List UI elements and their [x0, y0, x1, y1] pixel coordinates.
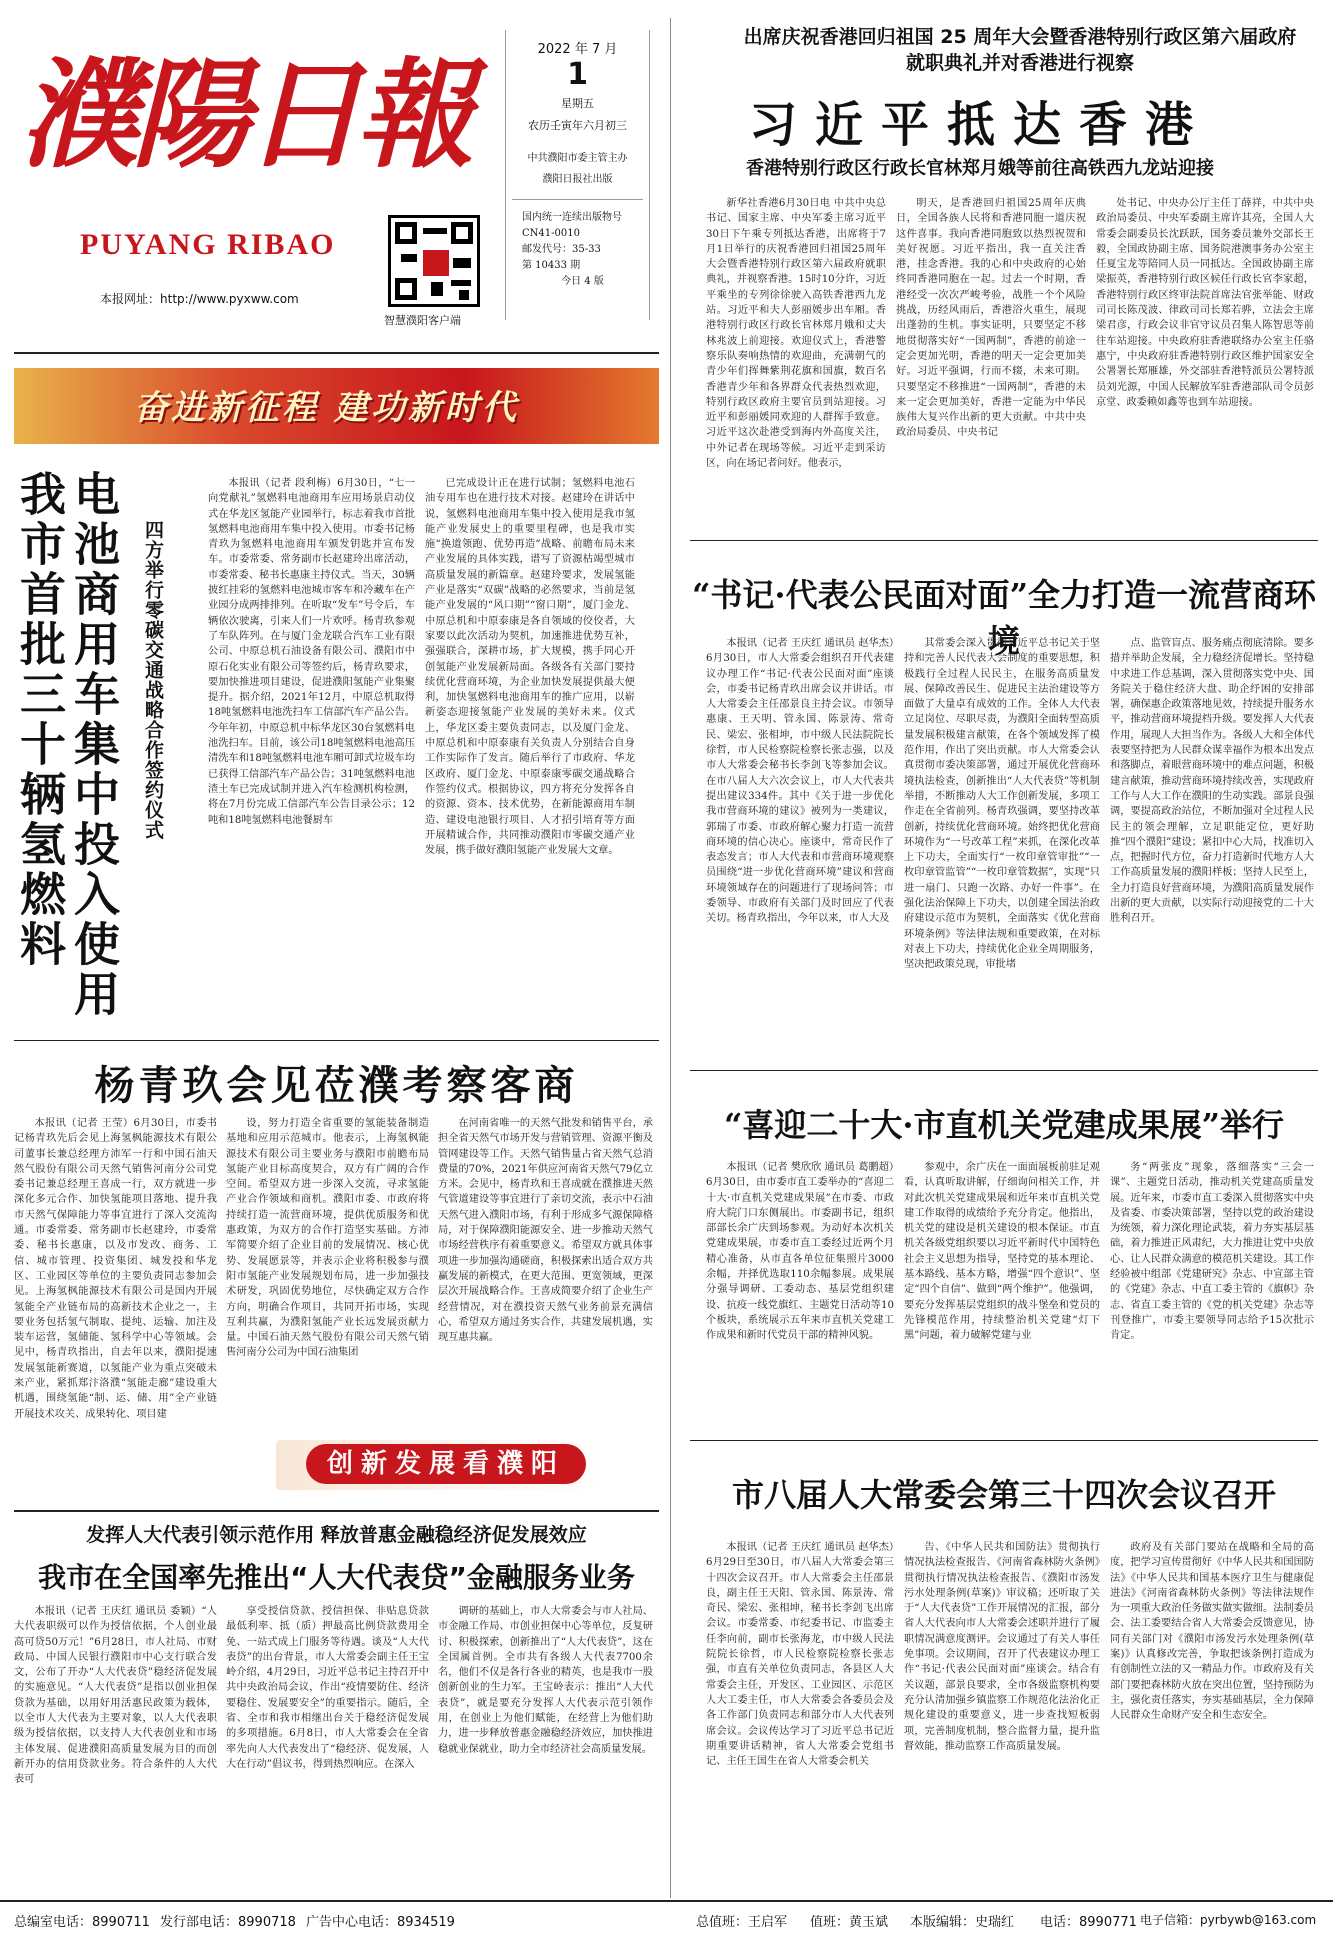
top-story-headline: 习近平抵达香港 [748, 97, 1211, 153]
issue-number: 第 10433 期 [522, 260, 581, 271]
footer [0, 1905, 1333, 1943]
npc-col1: 本报讯（记者 王庆红 通讯员 赵华杰）6月29日至30日，市八届人大常委会第三十四次会议召开。市人大常委会主任邵景良，副主任王天阳、管永国、陈景涛、常奇民、梁宏、张相坤，秘书长李剑飞出席会议。市委常委、市纪委书记、市监委主任李向前，副市长张海龙，市中级人民法院院长徐哲，市人民检察院检察长张志强，市直有关单位负责同志，各县区人大常委会主任，开发区、工业园区、示范区人大工委主任，市人大常委会各委员会及各工作部门负责同志和部分市人大代表列席会议。会议传达学习了习近平总书记近期重要讲话精神，省人大常委会党组书记、主任王国生在省人大常委会机关 [706, 1542, 894, 1768]
slogan-text: 奋进新征程 建功新时代 [134, 388, 519, 428]
qr-caption: 智慧濮阳客户端 [384, 314, 461, 327]
party-headline: “喜迎二十大·市直机关党建成果展”举行 [724, 1106, 1284, 1144]
cn-number: CN41-0010 [522, 228, 580, 239]
loan-col1: 本报讯（记者 王庆红 通讯员 委颖）“人大代表职级可以作为授信依据，个人创业最高可贷50万元！”6月28日，市人社局、市财政局、中国人民银行濮阳市中心支行联合发文，公布了开办“人大代表贷”稳经济促发展的实施意见。“人大代表贷”是指以创业担保贷款为基础，以用好用活惠民政策为载体，以全市人大代表为主要对象，以人大代表职级为授信依据，以支持人大代表创业和市场主体发展、促进濮阳高质量发展为目的而创新开办的信用贷款业务。符合条件的人大代表可 [14, 1606, 217, 1786]
business-col1: 本报讯（记者 王庆红 通讯员 赵华杰）6月30日，市人大常委会组织召开代表建议办理工作“书记·代表公民面对面”座谈会，市委书记杨青玖出席会议并讲话。市人大常委会主任邵景良主持会议。市领导惠康、王天明、管永国、陈景涛、常奇民、梁宏、张相坤，市中级人民法院院长徐哲，市人民检察院检察长张志强，以及市人大常委会秘书长李剑飞等参加会议。在市八届人大六次会议上，市人大代表共提出建议334件。其中《关于进一步优化我市营商环境的建议》被列为一类建议，郭瑞了市委、市政府解心聚力打造一流营商环境的信心决心。座谈中，常奇民作了表态发言；市人大代表和市营商环境观察员围绕“进一步优化营商环境”建议和营商环境领域存在的问题进行了现场问答；市委领导、市政府有关部门及时回应了代表关切。杨青玖指出，今年以来，市人大及 [706, 638, 894, 925]
top-story-col1: 新华社香港6月30日电 中共中央总书记、国家主席、中央军委主席习近平30日下午乘专列抵达香港，出席将于7月1日举行的庆祝香港回归祖国25周年大会暨香港特别行政区第六届政府就职典礼，并视察香港。15时10分许，习近平乘坐的专列徐徐驶入高铁香港西九龙站。习近平和夫人彭丽媛步出车厢。香港特别行政区行政长官林郑月娥和丈夫林兆波上前迎接。欢迎仪式上，香港警察乐队奏响热情的欢迎曲，充满朝气的青少年们挥舞紫荆花旗和国旗，数百名香港青少年和各界群众代表热烈欢迎，特别行政区政府主要官员到站迎接。习近平和彭丽媛同欢迎的人群挥手致意。习近平这次赴港受到海内外高度关注，中外记者在现场等候。习近平走到采访区，向在场记者问好。他表示， [706, 198, 886, 470]
newspaper-pinyin: PUYANG RIBAO [80, 228, 336, 261]
qr-code [388, 215, 480, 307]
footer-item: 值班：黄玉斌 [810, 1915, 889, 1930]
npc-headline: 市八届人大常委会第三十四次会议召开 [731, 1476, 1276, 1514]
column-divider [670, 18, 671, 1898]
sponsor: 中共濮阳市委主管主办 [527, 153, 628, 164]
day-number: 1 [567, 57, 588, 92]
publisher: 濮阳日报社出版 [542, 174, 613, 185]
loan-headline: 我市在全国率先推出“人大代表贷”金融服务业务 [38, 1561, 635, 1594]
date-box [505, 30, 650, 320]
business-col3: 点、监管盲点、服务痛点彻底清除。要多措并举助企发展，全力稳经济促增长。坚持稳中求进工作总基调，深入贯彻落实党中央、国务院关于稳住经济大盘、助企纾困的安排部署，确保惠企政策落地见效，持续提升服务水平，推动营商环境提档升级。要发挥人大代表作用，展现人大担当作为。各级人大和全体代表要坚持把为人民群众谋幸福作为根本出发点和落脚点，着眼营商环境中的难点问题，积极建言献策，推动营商环境持续改善，实现政府工作与人大工作在濮阳的生动实践。部景良强调，要提高政治站位，不断加强对全过程人民民主的领会理解，立足职能定位，更好助推“四个濮阳”建设；紧扣中心大局，找准切入点，把握时代方位，奋力打造新时代地方人大工作高质量发展的濮阳样板；坚持人民至上，全力打造良好营商环境，为濮阳高质量发展作出新的更大贡献，以实际行动迎接党的二十大胜利召开。 [1110, 638, 1314, 925]
footer-item: 电子信箱：pyrbywb@163.com [1140, 1913, 1317, 1927]
yang-col3: 在河南省唯一的天然气批发和销售平台，承担全省天然气市场开发与营销管理、资源平衡及管网建设等工作。天然气销售量占省天然气总消费量的70%，2021年供应河南省天然气79亿立方米。会见中，杨青玖和王喜成就在濮推进天然气管道建设等事宜进行了亲切交流，表示中石油天然气进入濮阳市场，有利于形成多气源保障格局，对于保障濮阳能源安全、进一步推动天然气市场经营秩序有着重要意义。希望双方就具体事项进一步加强沟通磋商，积极探索出适合双方共赢发展的新模式，在更大范围、更宽领域，更深层次开展战略合作。王喜成简要介绍了企业生产经营情况，对在濮投资天然气业务前景充满信心，希望双方通过务实合作，共建发展机遇，实现互惠共赢。 [438, 1118, 653, 1344]
website-label: 本报网址： [100, 292, 161, 306]
business-headline: “书记·代表公民面对面”全力打造一流营商环境 [692, 576, 1316, 660]
battery-col2: 已完成设计正在进行试制；氢燃料电池石油专用车也在进行技术对接。赵建玲在讲话中说，氢燃料电池商用车集中投入使用是我市氢能产业发展史上的重要里程碑，也是我市实施“换道领跑、优势再造”战略、前瞻布局未来产业发展的具体实践，谱写了资源枯竭型城市高质量发展的新篇章。赵建玲要求，发展氢能产业是落实“双碳”战略的必然要求，当前是氢能产业发展的“风口期”“窗口期”，厦门金龙、中原总机和中原泰康是各自领域的佼佼者，大家要以此次活动为契机，加速推进优势互补，强强联合，深耕市场，扩大规模，携手同心开创氢能产业发展新局面。各级各有关部门要持续优化营商环境，为企业加快发展提供最大便利，加快氢燃料电池商用车的推广应用，以崭新姿态迎接氢能产业发展的美好未来。仪式上，华龙区委主要负责同志，以及厦门金龙、中原总机和中原泰康有关负责人分别结合自身工作实际作了发言。随后举行了市政府、华龙区政府、厦门金龙、中原泰康零碳交通战略合作签约仪式。根据协议，四方将充分发挥各自的资源、资本、技术优势，在新能源商用车制造、建设电池银行项目、人才招引培育等方面开展精诚合作，共同推动濮阳市零碳交通产业发展，携手做好濮阳氢能产业发展大文章。 [425, 478, 635, 857]
loan-col2: 享受授信贷款、授信担保、非贴息贷款最低利率、抵（质）押最高比例贷款费用全免、一站式成上门服务等待遇。谈及“人大代表贷”的出台背景，市人大常委会副主任王宝岭介绍，4月29日，习近平总书记主持召开中共中央政治局会议，作出“疫情要防住、经济要稳住、发展要安全”的重要指示。随后，全省、全市和我市相继出台关于稳经济促发展的多项措施。6月8日，市人大常委会在全省率先向人大代表发出了“稳经济、促发展，人大在行动”倡议书，得到热烈响应。在深入 [226, 1606, 429, 1770]
innovation-banner [276, 1440, 606, 1490]
footer-item: 发行部电话：8990718 [160, 1915, 296, 1930]
footer-item: 广告中心电话：8934519 [306, 1915, 455, 1930]
year-month: 2022 年 7 月 [537, 42, 618, 57]
divider [14, 1040, 659, 1041]
loan-kicker: 发挥人大代表引领示范作用 释放普惠金融稳经济促发展效应 [86, 1524, 587, 1546]
battery-subhead: 四方举行零碳交通战略合作签约仪式 [142, 520, 164, 840]
slogan-banner [14, 368, 659, 444]
top-story-col2: 明天，是香港回归祖国25周年庆典日，全国各族人民将和香港同胞一道庆祝这件喜事。我向香港同胞致以热烈祝贺和美好祝愿。习近平指出，我一直关注香港，挂念香港。我的心和中央政府的心始终同香港同胞在一起。过去一个时期，香港经受一次次严峻考验，战胜一个个风险挑战，历经风雨后，香港浴火重生，展现出蓬勃的生机。事实证明，只要坚定不移地贯彻落实好“一国两制”，香港的前途一定会更加光明，香港的明天一定会更加美好。习近平强调，行而不辍，未来可期。只要坚定不移推进“一国两制”，香港的未来一定会更加美好，香港一定能为中华民族伟大复兴作出新的更大贡献。中共中央政治局委员、中央书记 [896, 198, 1086, 439]
npc-col3: 政府及有关部门要站在战略和全局的高度，把学习宣传贯彻好《中华人民共和国国防法》《中华人民共和国基本医疗卫生与健康促进法》《河南省森林防火条例》等法律法规作为一项重大政治任务做实做实做细。法制委员会、法工委要结合省人大常委会反馈意见，协同有关部门对《濮阳市汤发污水处理条例(草案)》认真修改完善，争取把该条例打造成为有创制性立法的又一精品力作。市政府及有关部门要把森林防火放在突出位置，坚持预防为主，强化责任落实，夯实基础基层，全力保障人民群众生命财产安全和生态安全。 [1110, 1542, 1314, 1722]
page-count: 今日 4 版 [561, 276, 604, 287]
weekday: 星期五 [561, 97, 594, 110]
party-col3: 务“两张皮”现象，落细落实“三会一课”、主题党日活动，推动机关党建高质量发展。近年来，市委市直工委深入贯彻落实中央及省委、市委决策部署，坚持以党的政治建设为统领，着力深化理论武装，着力夯实基层基础，着力推进正风肃纪，大力推进让党中央放心、让人民群众满意的模范机关建设。其工作经验被中组部《党建研究》杂志、中宣部主管的《党建》杂志、中直工委主管的《旗帜》杂志、省直工委主管的《党的机关党建》杂志等刊登推广，市委主要领导同志给予15次批示肯定。 [1110, 1162, 1314, 1342]
footer-item: 总值班：王启军 [696, 1915, 788, 1930]
divider [14, 352, 659, 354]
npc-col2: 告、《中华人民共和国防法》贯彻执行情况执法检查报告、《河南省森林防火条例》贯彻执行情况执法检查报告、《濮阳市汤发污水处理条例(草案)》审议稿；还听取了关于“人大代表贷”工作开展情况的汇报，部分省人大代表向市人大常委会述职并进行了履职情况满意度测评。会议通过了有关人事任免事项。会议期间，召开了代表建议办理工作“书记·代表公民面对面”座谈会。结合有关议题，部景良要求，全市各级监察机构要充分认清加强乡镇监察工作规范化法治化正规化建设的重要意义，进一步查找短板弱项，完善制度机制，整合监督力量，提升监督效能，推动监察工作高质量发展。 [904, 1542, 1100, 1752]
party-col2: 参观中，余广庆在一面面展板前驻足观看，认真听取讲解，仔细询问相关工作，并对此次机关党建成果展和近年来市直机关党建工作取得的成绩给予充分肯定。他指出，机关党的建设是机关建设的根本保证。市直机关各级党组织要以习近平新时代中国特色社会主义思想为指导，坚持党的基本理论、基本路线、基本方略，增强“四个意识”、坚定“四个自信”、做到“两个维护”。他强调，要充分发挥基层党组织的战斗堡垒和党员的先锋模范作用，持续整治机关党建“灯下黑”问题，着力破解党建与业 [904, 1162, 1100, 1342]
divider [690, 1070, 1318, 1071]
business-col2: 其常委会深入贯彻习近平总书记关于坚持和完善人民代表大会制度的重要思想，积极践行全过程人民民主，在服务高质量发展、保障改善民生、促进民主法治建设等方面做了大量卓有成效的工作。全体人大代表立足岗位、尽职尽责，为濮阳全面转型高质量发展积极建言献策，在各个领域发挥了模范作用，作出了突出贡献。市人大常委会认真贯彻市委决策部署，通过开展优化营商环境执法检查，创新推出“人大代表贷”等机制举措，不断推动人大工作创新发展，多项工作走在全省前列。杨青玖强调，要坚持改革创新，持续优化营商环境。始终把优化营商环境作为“一号改革工程”来抓，在深化改革上下功夫，全面实行“一枚印章管审批”“一枚印章管监管”“一枚印章管数据”，实现“只进一扇门、只跑一次路、办好一件事”。在强化法治保障上下功夫，以创建全国法治政府建设示范市为契机，全面落实《优化营商环境条例》等法律法规和重要政策，在对标对表上下功夫，持续优化企业全周期服务，坚决把政策兑现，审批堵 [904, 638, 1100, 971]
publication-info [512, 199, 643, 290]
website-line [100, 290, 299, 307]
top-story-col3: 处书记、中央办公厅主任丁薛祥，中共中央政治局委员、中央军委副主席许其亮，全国人大常委会副委员长沈跃跃，国务委员兼外交部长王毅，全国政协副主席、国务院港澳事务办公室主任夏宝龙等陪同人员一同抵达。全国政协副主席梁振英，香港特别行政区候任行政长官李家超，香港特别行政区终审法院首席法官张举能、财政司司长陈茂波、律政司司长郑若骅，立法会主席梁君彦，行政会议非官守议员召集人陈智思等前往车站迎接。中央政府驻香港联络办公室主任骆惠宁，中央政府驻香港特别行政区维护国家安全公署署长郑雁雄，外交部驻香港特派员公署特派员刘光源，中国人民解放军驻香港部队司令员彭京堂、政委赖如鑫等也到车站迎接。 [1096, 198, 1314, 408]
divider [14, 1510, 659, 1512]
postal-code: 邮发代号：35-33 [522, 244, 601, 255]
footer-item: 电话：8990771 [1040, 1915, 1137, 1930]
newspaper-logo: 濮陽日報 [20, 45, 469, 184]
footer-item: 本版编辑：史瑞红 [910, 1915, 1015, 1930]
battery-col1: 本报讯（记者 段利梅）6月30日，“七一向党献礼”氢燃料电池商用车应用场景启动仪式在华龙区氢能产业园举行，标志着我市首批氢燃料电池商用车集中投入使用。市委书记杨青玖为氢燃料电池商用车颁发钥匙并宣布发车。市委常委、常务副市长赵建玲出席活动，市委常委、秘书长惠康主持仪式。当天，30辆披红挂彩的氢燃料电池城市客车和冷藏车在产业园分成两排排列。在听取“发车”号令后，车辆依次驶离，引来人们一片欢呼。杨青玖参观了车队阵列。在与厦门金龙联合汽车工业有限公司、中原总机石油设备有限公司、濮阳市中原石化实业有限公司等签约后，杨青玖要求，要加快推进项目建设，促进濮阳氢能产业集聚提升。据介绍，2021年12月，中原总机取得18吨氢燃料电池洗扫车工信部汽车产品公告。今年年初，中原总机中标华龙区30台氢燃料电池洗扫车。目前，该公司18吨氢燃料电池高压清洗车和18吨氢燃料电池车厢可卸式垃圾车均已获得工信部汽车产品公告；31吨氢燃料电池渣土车已完成试制并进入汽车检测机构检测，将在7月份完成工信部汽车公告目录公示；12吨和18吨氢燃料电池餐厨车 [208, 478, 415, 826]
issn-label: 国内统一连续出版物号 [522, 212, 622, 223]
divider [690, 1440, 1318, 1441]
lunar-date: 农历壬寅年六月初三 [528, 119, 627, 132]
website-url[interactable]: http://www.pyxww.com [160, 292, 299, 306]
party-col1: 本报讯（记者 樊欣欣 通讯员 葛鹏超）6月30日，由市委市直工委举办的“喜迎二十大·市直机关党建成果展”在市委、市政府大院门口东侧展出。市委副书记，组织部部长余广庆到场参观。为动好本次机关党建成果展，市委市直工委经过近两个月精心准备，从市直各单位征集照片3000余幅，并择优选取110余幅参展。成果展分强导调研、工委动态、基层党组织建设、抗疫一线党旗红、主题党日活动等10个板块，系统展示五年来市直机关党建工作成果和新时代党员干部的精神风貌。 [706, 1162, 894, 1342]
battery-headline-right: 电池商用车集中投入使用 [67, 470, 121, 1020]
top-story-kicker: 出席庆祝香港回归祖国 25 周年大会暨香港特别行政区第六届政府就职典礼并对香港进行视察 [743, 26, 1297, 74]
divider [690, 540, 1318, 541]
battery-headline-left: 我市首批三十辆氢燃料 [13, 470, 67, 970]
innovation-banner-text: 创新发展看濮阳 [306, 1444, 586, 1484]
yang-col2: 设，努力打造全省重要的氢能装备制造基地和应用示范城市。他表示，上海氢枫能源技术有限公司主要业务与濮阳市前瞻布局氢能产业目标高度契合，双方有广阔的合作空间。希望双方进一步深入交流，寻求氢能产业合作领域和商机。濮阳市委、市政府将持续打造一流营商环境，提供优质服务和优惠政策，为双方的合作打造坚实基础。方沛军简要介绍了企业目前的发展情况、核心优势、发展愿景等，并表示企业将积极参与濮阳市氢能产业发展规划布局，进一步加强技术研发，巩固优势地位，尽快确定双方合作方向，明确合作项目，共同开拓市场，实现互利共赢，为濮阳氢能产业长远发展贡献力量。中国石油天然气股份有限公司天然气销售河南分公司为中国石油集团 [226, 1118, 429, 1359]
top-story-subhead: 香港特别行政区行政长官林郑月娥等前往高铁西九龙站迎接 [746, 158, 1214, 179]
yang-headline: 杨青玖会见莅濮考察客商 [94, 1063, 579, 1109]
footer-item: 总编室电话：8990711 [14, 1915, 150, 1930]
yang-col1: 本报讯（记者 王莹）6月30日，市委书记杨青玖先后会见上海氢枫能源技术有限公司董事长兼总经理方沛军一行和中国石油天然气股份有限公司天然气销售河南分公司党委书记兼总经理王喜成一行，双方就进一步深化多元合作、加快氢能项目落地、提升我市天然气保障能力等事宜进行了深入交流沟通。市委常委、常务副市长赵建玲，市委常委、秘书长惠康，以及市发改、商务、工信、城市管理、投资集团、城发投和华龙区、工业园区等单位的主要负责同志参加会见。上海氢枫能源技术有限公司是国内开展氢能全产业链布局的高新技术企业之一，主要业务包括氢气制取、提纯、运输、加注及装车运营，氢储能、氢科学中心等领域。会见中，杨青玖指出，自去年以来，濮阳提速发展氢能新赛道，以氢能产业为重点突破未来产业，紧抓郑汴洛濮“氢能走廊”建设重大机遇，围绕氢能“制、运、储、用”全产业链开展技术攻关、成果转化、项目建 [14, 1118, 217, 1420]
loan-col3: 调研的基础上，市人大常委会与市人社局、市金融工作局、市创业担保中心等单位，反复研讨、积极探索，创新推出了“人大代表贷”，这在全国属首例。全市共有各级人大代表7700余名，他们不仅是各行各业的精英，也是我市一股创新创业的生力军。王宝岭表示：推出“人大代表贷”，就是要充分发挥人大代表示范引领作用，在创业上为他们赋能，在经营上为他们助力，进一步释放普惠金融稳经济效应，加快推进稳就业保就业，助力全市经济社会高质量发展。 [438, 1606, 653, 1755]
footer-rule [0, 1900, 1333, 1902]
